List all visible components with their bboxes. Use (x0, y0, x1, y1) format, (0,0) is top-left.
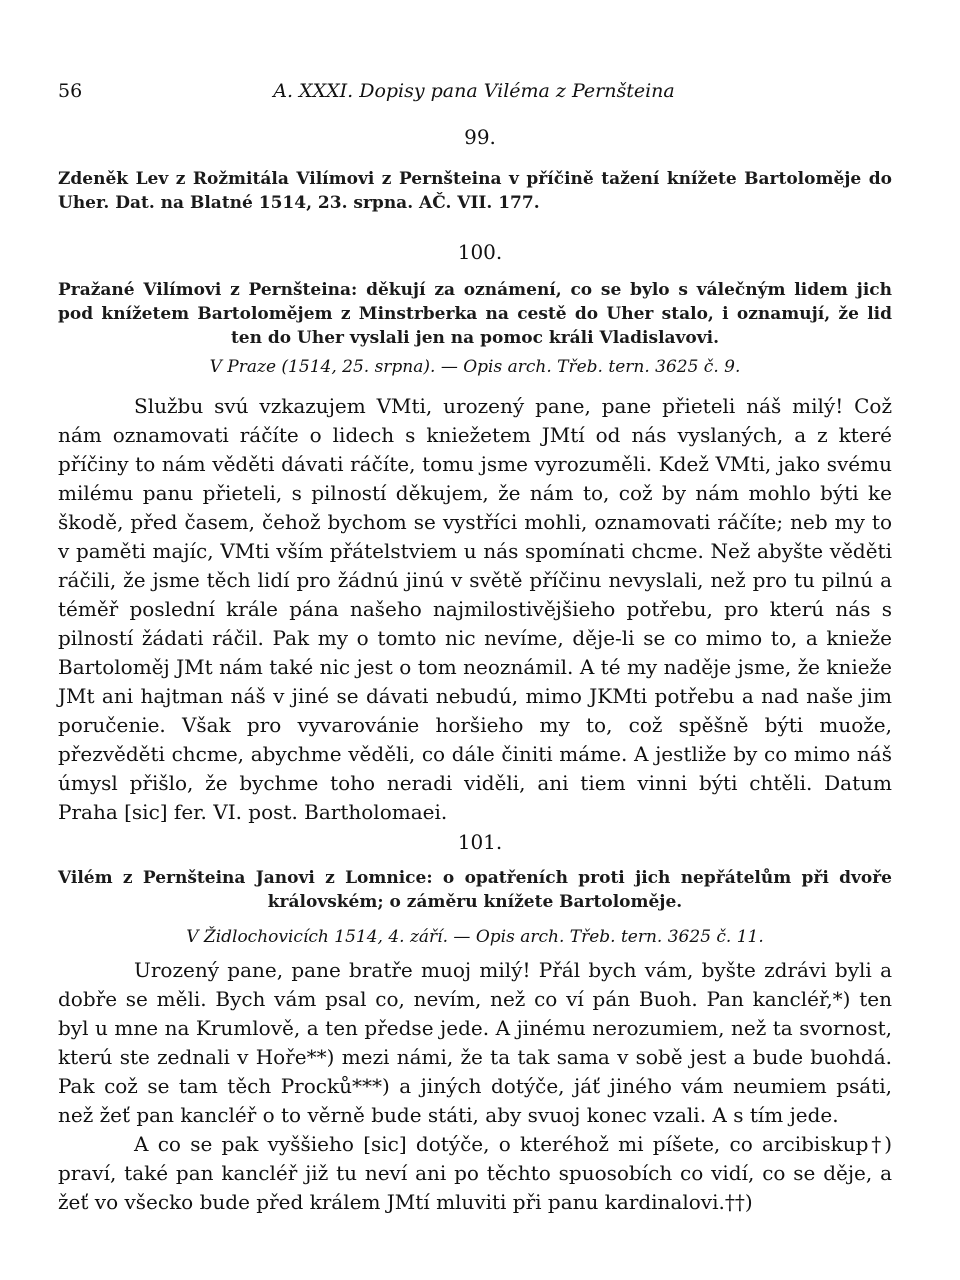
page-header (58, 80, 890, 104)
entry-source-101: V Židlochovicích 1514, 4. září. — Opis arch. Třeb. tern. 3625 č. 11. (186, 927, 764, 947)
entry-source-100: V Praze (1514, 25. srpna). — Opis arch. Třeb. tern. 3625 č. 9. (209, 357, 741, 377)
letter-paragraph: A co se pak vyššieho [sic] dotýče, o kteréhož mi píšete, co arcibiskup†) praví, také pan kancléř již tu neví ani po těchto spuosobích co vidí, co se děje, a žeť vo všecko bude před králem JMtí mluviti při panu kardinalovi.††) (58, 1132, 892, 1214)
letter-paragraph: Urozený pane, pane bratře muoj milý! Přál bych vám, byšte zdrávi byli a dobře se měli. Bych vám psal co, nevím, než co ví pán Buoh. Pan kancléř,*) ten byl u mne na Krumlově, a ten předse jede. A jinému nerozumiem, než ta svornost, kterú ste zednali v Hoře**) mezi námi, že ta tak sama v sobě jest a bude buohdá. Pak což se tam těch Procků***) a jiných dotýče, jáť jiného vám neumiem psáti, než žeť pan kancléř o to věrně bude státi, aby svuoj konec vzali. A s tím jede. (58, 958, 892, 1127)
entry-summary-101: Vilém z Pernšteina Janovi z Lomnice: o opatřeních proti jich nepřátelům při dvoře královském; o záměru knížete Bartoloměje. (58, 868, 892, 912)
entry-summary-99: Zdeněk Lev z Rožmitála Vilímovi z Pernšteina v příčině tažení knížete Bartoloměje do Uher. Dat. na Blatné 1514, 23. srpna. AČ. VII. 177. (58, 169, 892, 213)
entry-summary-100: Pražané Vilímovi z Pernšteina: děkují za oznámení, co se bylo s válečným lidem jich pod knížetem Bartolomějem z Minstrberka na cestě do Uher stalo, i oznamují, že lid ten do Uher vyslali jen na pomoc králi Vladislavovi. (58, 280, 892, 348)
running-head: A. XXXI. Dopisy pana Viléma z Pernšteina (273, 80, 675, 102)
entry-number-101: 101. (457, 830, 503, 854)
entry-body-100 (58, 392, 892, 827)
entry-number-99: 99. (464, 125, 496, 149)
page-number: 56 (58, 80, 83, 102)
entry-body-101 (58, 956, 892, 1217)
entry-number-100: 100. (457, 240, 503, 264)
letter-paragraph: Službu svú vzkazujem VMti, urozený pane, pane přieteli náš milý! Což nám oznamovati ráčíte o lidech s kniežetem JMtí od nás vyslaných, a z které příčiny to nám věděti dávati ráčíte, tomu jsme vyrozuměli. Kdež VMti, jako svému milému panu přieteli, s pilností děkujem, že nám to, což by nám mohlo býti ke škodě, před časem, čehož bychom se vystříci mohli, oznamovati ráčíte; neb my to v paměti majíc, VMti vším přátelstviem u nás spomínati chcme. Než abyšte věděti ráčili, že jsme těch lidí pro žádnú jinú v světě příčinu nevyslali, než pro tu pilnú a téměř poslední krále pána našeho najmilostivějšieho potřebu, pro kterú nás s pilností žádati ráčil. Pak my o tomto nic nevíme, děje-li se co mimo to, a knieže Bartoloměj JMt nám také nic jest o tom neoznámil. A té my naděje jsme, že knieže JMt ani hajtman náš v jiné se dávati nebudú, mimo JKMti potřebu a nad naše jim poručenie. Však pro vyvarovánie horšieho my to, což spěšně býti muože, přezvěděti chcme, abychme věděli, co dále činiti máme. A jestliže by co mimo náš úmysl přišlo, že bychme toho neradi viděli, ani tiem vinni býti chtěli. Datum Praha [sic] fer. VI. post. Bartholomaei. (58, 394, 892, 824)
